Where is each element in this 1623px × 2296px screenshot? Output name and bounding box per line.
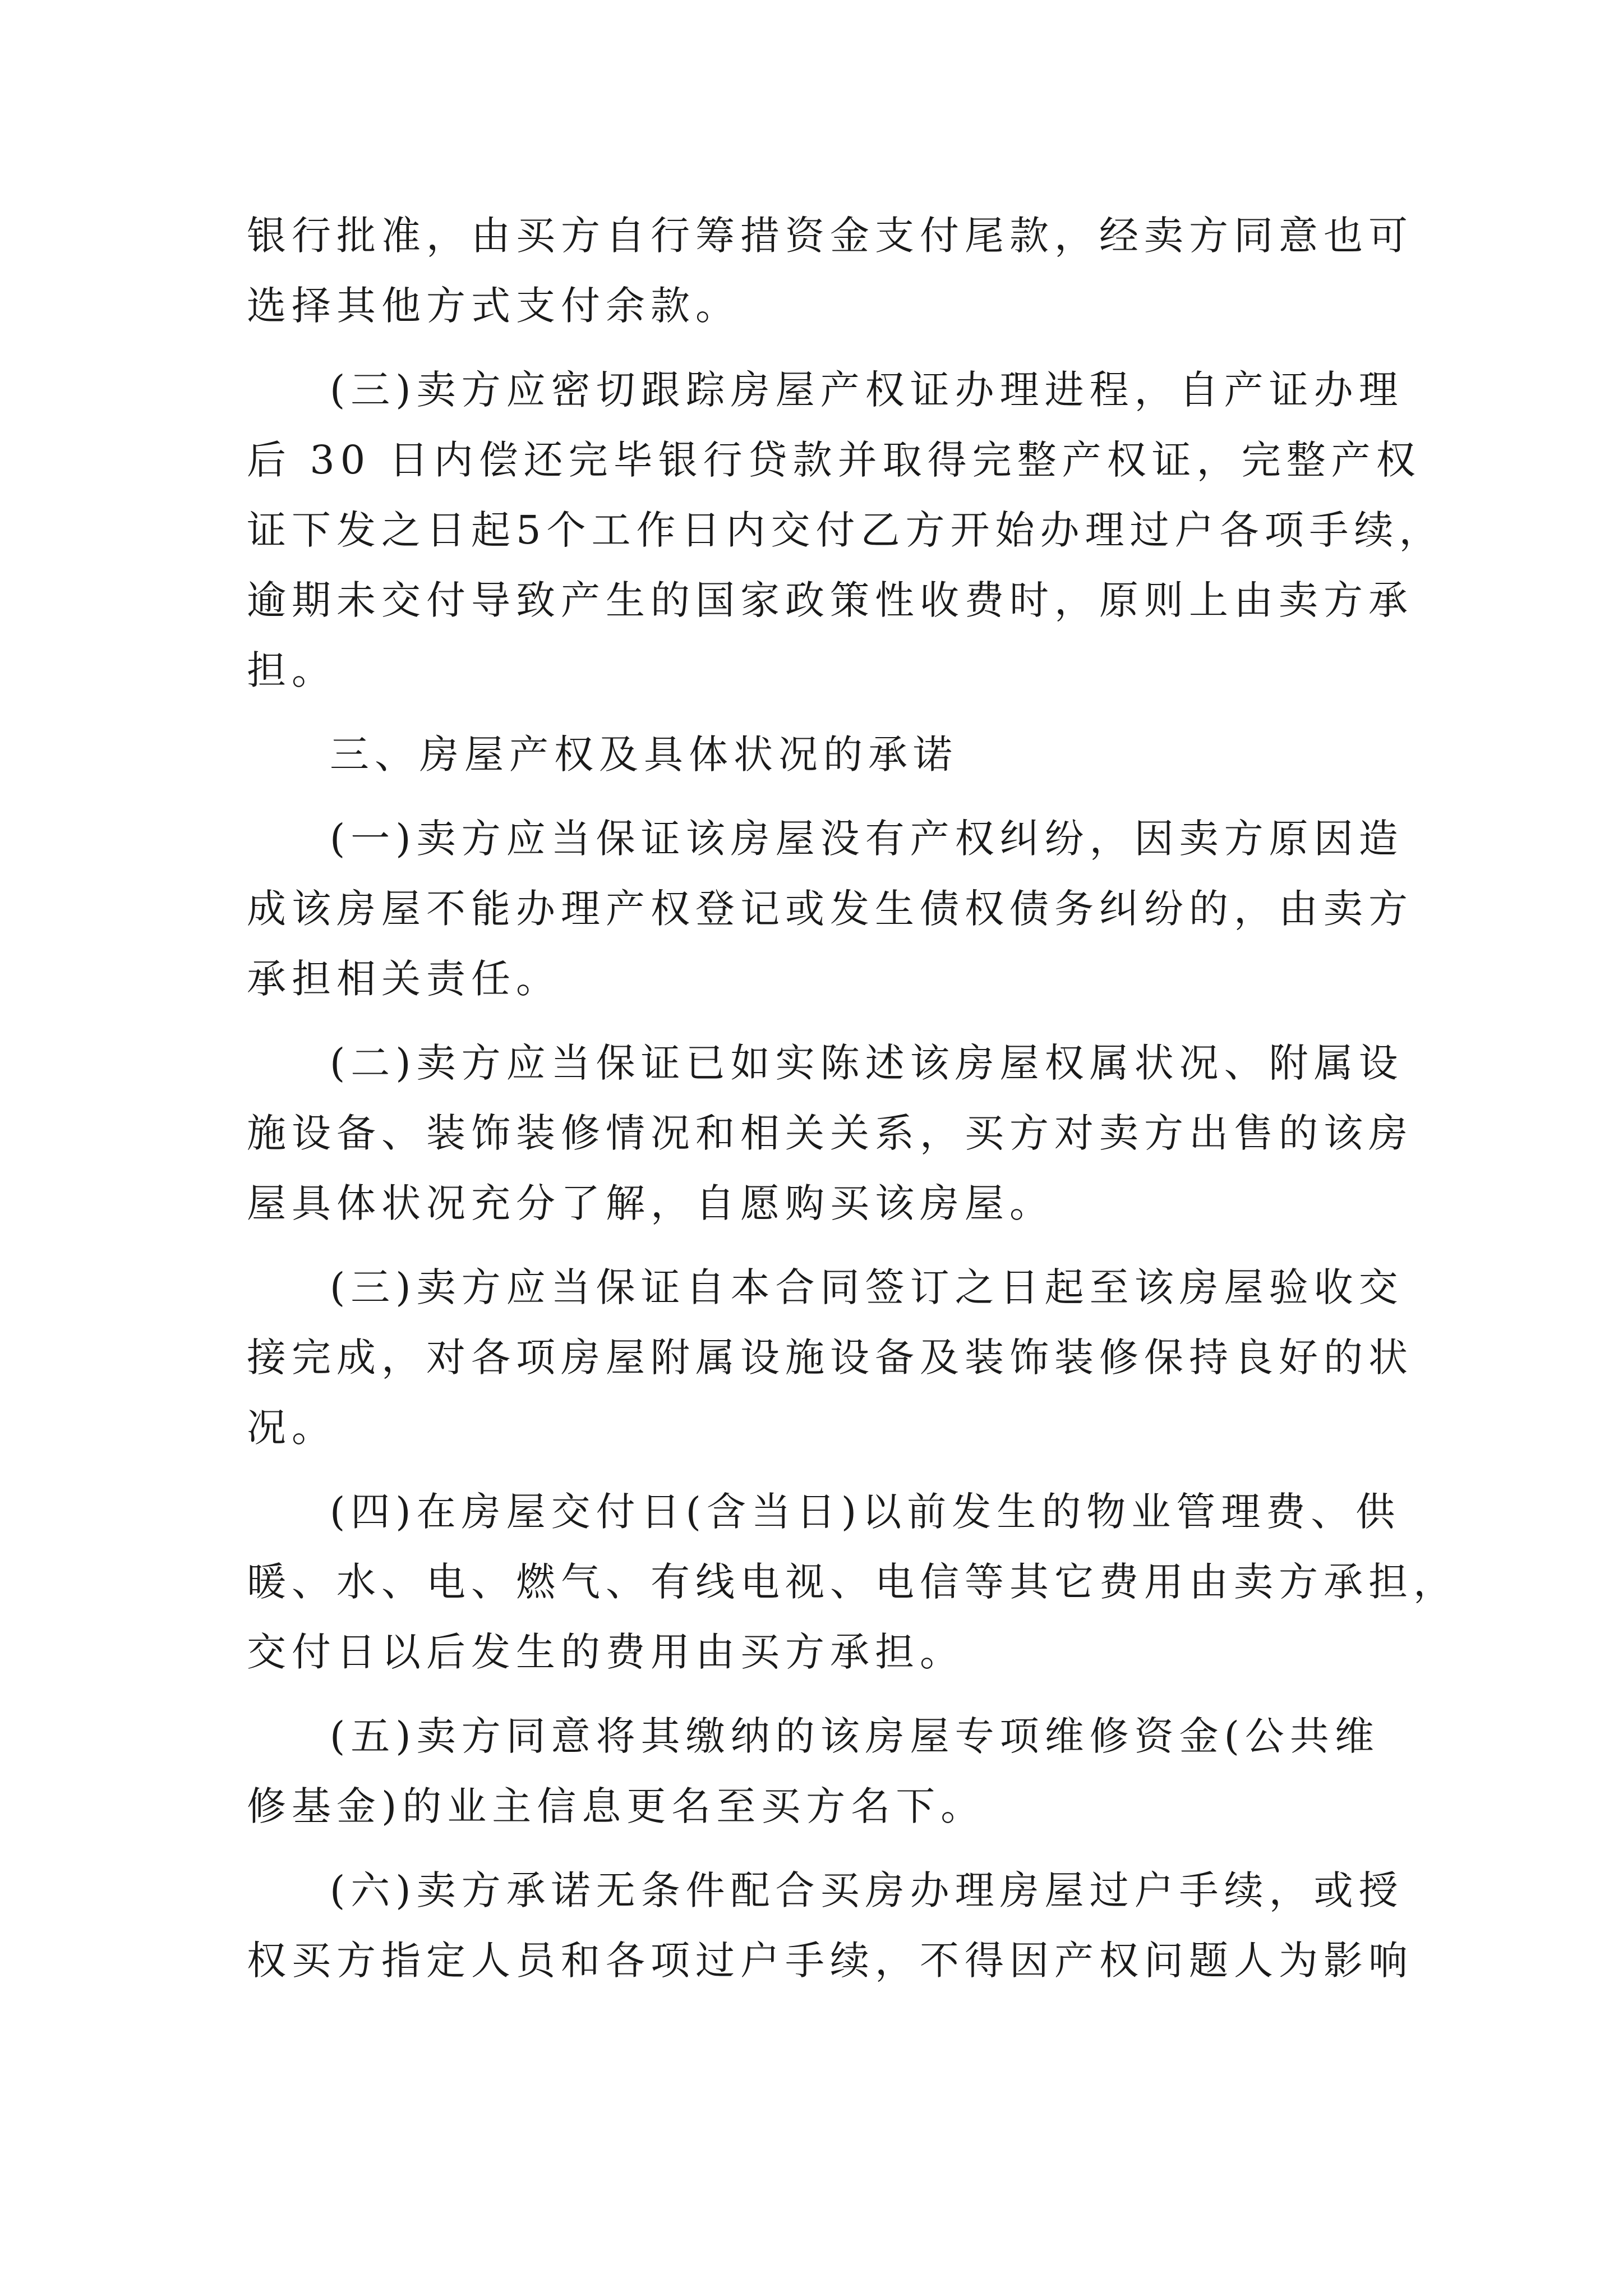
text-line: (六)卖方承诺无条件配合买房办理房屋过户手续，或授 (330, 1867, 1404, 1913)
section-heading: 三、房屋产权及具体状况的承诺 (330, 731, 958, 777)
text-line: 暖、水、电、燃气、有线电视、电信等其它费用由卖方承担， (247, 1559, 1458, 1605)
text-line: 修基金)的业主信息更名至买方名下。 (247, 1783, 986, 1829)
text-line: 选择其他方式支付余款。 (247, 283, 740, 329)
text-line: 交付日以后发生的费用由买方承担。 (247, 1629, 965, 1675)
text-line: 况。 (247, 1405, 336, 1451)
text-line: 承担相关责任。 (247, 956, 561, 1002)
text-line: 逾期未交付导致产生的国家政策性收费时，原则上由卖方承 (247, 577, 1413, 623)
text-line: 屋具体状况充分了解，自愿购买该房屋。 (247, 1180, 1054, 1226)
text-line: (三)卖方应密切跟踪房屋产权证办理进程，自产证办理 (330, 367, 1404, 413)
text-line: 担。 (247, 647, 336, 693)
text-line: (五)卖方同意将其缴纳的该房屋专项维修资金(公共维 (330, 1713, 1380, 1759)
text-line: (三)卖方应当保证自本合同签订之日起至该房屋验收交 (330, 1264, 1404, 1310)
text-line: 权买方指定人员和各项过户手续，不得因产权问题人为影响 (247, 1938, 1413, 1984)
text-line: (四)在房屋交付日(含当日)以前发生的物业管理费、供 (330, 1489, 1401, 1535)
text-line: 接完成，对各项房屋附属设施设备及装饰装修保持良好的状 (247, 1335, 1413, 1381)
text-line: 证下发之日起5个工作日内交付乙方开始办理过户各项手续， (247, 507, 1444, 553)
text-line: (一)卖方应当保证该房屋没有产权纠纷，因卖方原因造 (330, 816, 1404, 862)
text-line: 施设备、装饰装修情况和相关关系，买方对卖方出售的该房 (247, 1110, 1413, 1156)
text-line: 成该房屋不能办理产权登记或发生债权债务纠纷的，由卖方 (247, 886, 1413, 932)
text-line: 银行批准，由买方自行筹措资金支付尾款，经卖方同意也可 (247, 213, 1413, 259)
text-line: (二)卖方应当保证已如实陈述该房屋权属状况、附属设 (330, 1040, 1404, 1086)
text-line: 后 30 日内偿还完毕银行贷款并取得完整产权证，完整产权 (247, 437, 1421, 483)
